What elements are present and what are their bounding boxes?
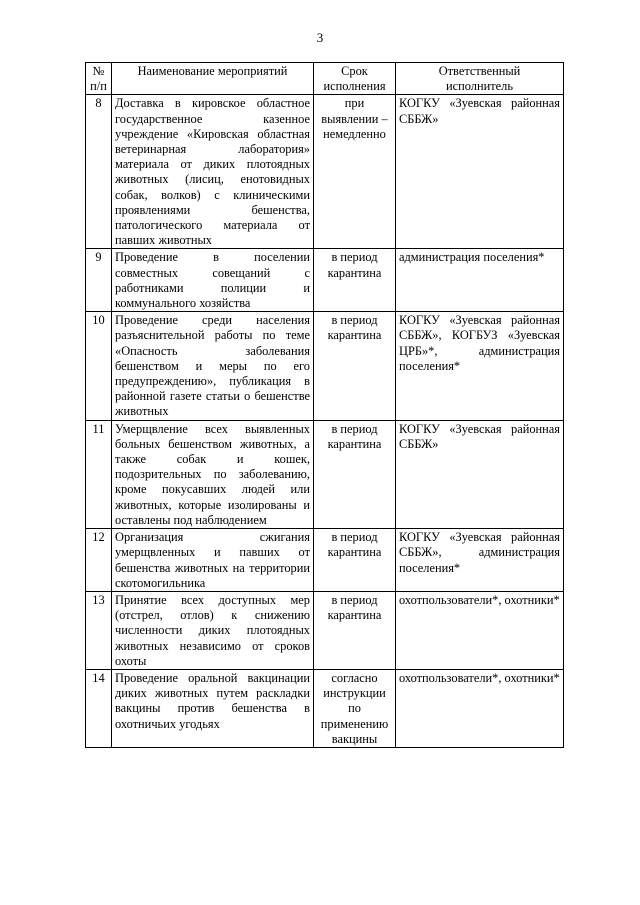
measure-name: Организация сжигания умерщвленных и павших от бешенства животных на территории скотомогильника bbox=[112, 529, 314, 592]
responsible: охотпользователи*, охотники* bbox=[396, 591, 564, 669]
measure-name: Доставка в кировское областное государственное казенное учреждение «Кировская областная ветеринарная лаборатория» материала от диких плотоядных животных (лисиц, енотовидных собак, волков) с клиническими проявлениями бешенства, патологического материала от павших животных bbox=[112, 95, 314, 249]
table-row bbox=[86, 529, 564, 592]
deadline: в период карантина bbox=[314, 420, 396, 528]
measure-name: Проведение в поселении совместных совещаний с работниками полиции и коммунального хозяйства bbox=[112, 249, 314, 312]
deadline: в период карантина bbox=[314, 312, 396, 420]
row-number: 9 bbox=[86, 249, 112, 312]
header-deadline: Срок исполнения bbox=[314, 63, 396, 95]
deadline: в период карантина bbox=[314, 529, 396, 592]
responsible: КОГКУ «Зуевская районная СББЖ», администрация поселения* bbox=[396, 529, 564, 592]
deadline: в период карантина bbox=[314, 591, 396, 669]
header-number: № п/п bbox=[86, 63, 112, 95]
table-header-row bbox=[86, 63, 564, 95]
table-row bbox=[86, 249, 564, 312]
header-responsible: Ответственный исполнитель bbox=[396, 63, 564, 95]
row-number: 11 bbox=[86, 420, 112, 528]
table-row bbox=[86, 669, 564, 747]
header-measure-name: Наименование мероприятий bbox=[112, 63, 314, 95]
measure-name: Принятие всех доступных мер (отстрел, отлов) к снижению численности диких плотоядных животных независимо от сроков охоты bbox=[112, 591, 314, 669]
responsible: администрация поселения* bbox=[396, 249, 564, 312]
measure-name: Проведение оральной вакцинации диких животных путем раскладки вакцины против бешенства в охотничьих угодьях bbox=[112, 669, 314, 747]
responsible: охотпользователи*, охотники* bbox=[396, 669, 564, 747]
table-row bbox=[86, 95, 564, 249]
deadline: при выявлении – немедленно bbox=[314, 95, 396, 249]
row-number: 12 bbox=[86, 529, 112, 592]
deadline: согласно инструкции по применению вакцины bbox=[314, 669, 396, 747]
table-row bbox=[86, 591, 564, 669]
measures-table bbox=[85, 62, 564, 748]
table-row bbox=[86, 420, 564, 528]
row-number: 13 bbox=[86, 591, 112, 669]
measure-name: Проведение среди населения разъяснительной работы по теме «Опасность заболевания бешенством и меры по его предупреждению», публикация в районной газете статьи о бешенстве животных bbox=[112, 312, 314, 420]
deadline: в период карантина bbox=[314, 249, 396, 312]
page-number: 3 bbox=[316, 30, 324, 45]
responsible: КОГКУ «Зуевская районная СББЖ», КОГБУЗ «Зуевская ЦРБ»*, администрация поселения* bbox=[396, 312, 564, 420]
row-number: 8 bbox=[86, 95, 112, 249]
responsible: КОГКУ «Зуевская районная СББЖ» bbox=[396, 95, 564, 249]
table-row bbox=[86, 312, 564, 420]
responsible: КОГКУ «Зуевская районная СББЖ» bbox=[396, 420, 564, 528]
measure-name: Умерщвление всех выявленных больных бешенством животных, а также собак и кошек, подозрительных по заболеванию, кроме покусавших людей или животных, которые изолированы и оставлены под наблюдением bbox=[112, 420, 314, 528]
row-number: 14 bbox=[86, 669, 112, 747]
row-number: 10 bbox=[86, 312, 112, 420]
